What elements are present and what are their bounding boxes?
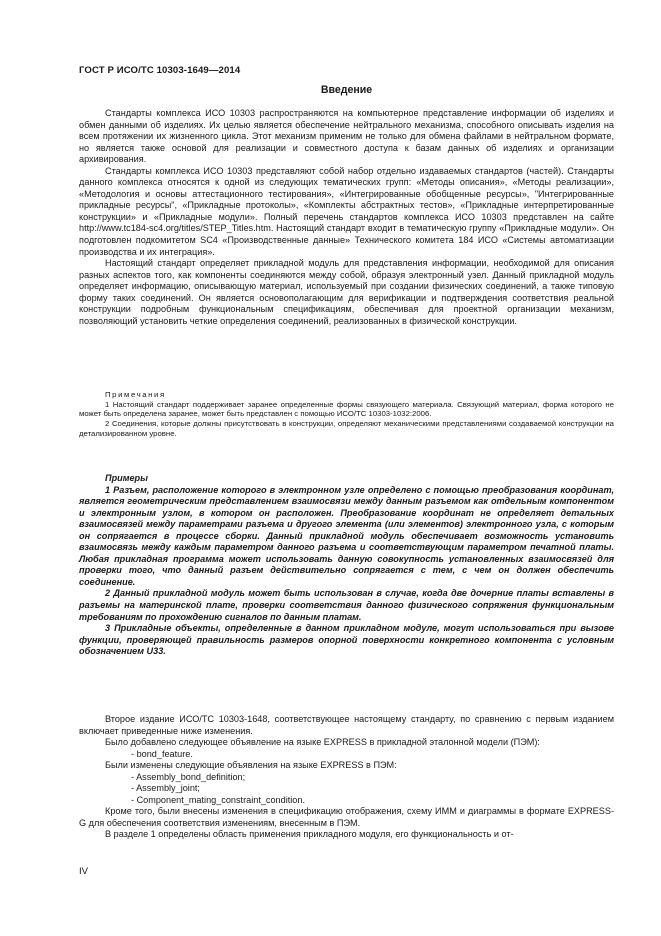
notes-section xyxy=(79,390,614,439)
intro-section xyxy=(79,108,614,327)
intro-paragraph: Стандарты комплекса ИСО 10303 представляют собой набор отдельно издаваемых стандартов (частей). Стандарты данного комплекса относятся к одной из следующих тематических групп: «Методы описания», «Методы реализации», «Методология и основы аттестационного тестирования», «Интегрированные обобщенные ресурсы», "Интегрированные прикладные ресурсы", «Прикладные протоколы», «Комплекты абстрактных тестов», «Прикладные интерпретированные конструкции» и «Прикладные модули». Полный перечень стандартов комплекса ИСО 10303 представлен на сайте http://www.tc184-sc4.org/titles/STEP_Titles.htm. Настоящий стандарт входит в тематическую группу «Прикладные модули». Он подготовлен подкомитетом SC4 «Производственные данные» Технического комитета 184 ИСО «Системы автоматизации производства и их интеграция». xyxy=(79,165,614,257)
changes-paragraph: Кроме того, были внесены изменения в спецификацию отображения, схему ИММ и диаграммы в формате EXPRESS-G для обеспечения соответствия изменениям, внесенным в ПЭМ. xyxy=(79,806,614,828)
modified-heading: Были изменены следующие объявления на языке EXPRESS в ПЭМ: xyxy=(105,760,397,771)
changes-intro: Второе издание ИСО/ТС 10303-1648, соответствующее настоящему стандарту, по сравнению с первым изданием включает приведенные ниже изменения. xyxy=(79,714,614,736)
note-item: 2 Соединения, которые должны присутствовать в конструкции, определяют механическими представлениями создаваемой конструкции на детализированном уровне. xyxy=(79,419,614,438)
modified-item: - Component_mating_constraint_condition. xyxy=(131,794,305,805)
intro-paragraph: Стандарты комплекса ИСО 10303 распространяются на компьютерное представление информации об изделиях и обмен данными об изделиях. Их целью является обеспечение нейтрального механизма, способного описывать изделия на всем протяжении их жизненного цикла. Этот механизм применим не только для обмена файлами в нейтральном формате, но является также основой для реализации и совместного доступа к базам данных об изделиях и организации архивирования. xyxy=(79,108,614,165)
examples-section xyxy=(79,473,614,658)
modified-item: - Assembly_bond_definition; xyxy=(131,771,246,782)
section-title: Введение xyxy=(320,84,373,96)
page-number: IV xyxy=(79,866,89,877)
example-item: 3 Прикладные объекты, определенные в данном прикладном модуле, могут использоваться при вызове функции, проверяющей правильность размеров опорной поверхности конкретного компонента с условным обозначением U33. xyxy=(79,623,614,657)
changes-section xyxy=(79,714,614,841)
document-code: ГОСТ Р ИСО/ТС 10303-1649—2014 xyxy=(79,65,241,76)
example-item: 1 Разъем, расположение которого в электронном узле определено с помощью преобразования координат, является геометрическим представлением взаимосвязи между данным разъемом как отдельным компонентом и электронным узлом, в котором он расположен. Преобразование координат не определяет детальных взаимосвязей между параметрами разъема и другого элемента (или элементов) электронного узла, с которым он сопрягается в процессе сборки. Данный прикладной модуль обеспечивает возможность установить взаимосвязь между каждым параметром данного разъема и соответствующим параметром печатной платы. Любая прикладная программа может использовать данную совокупность установленных взаимосвязей для проверки того, что данный разъем действительно сопрягается с тем, с чем он должен обеспечить соединение. xyxy=(79,484,614,587)
note-item: 1 Настоящий стандарт поддерживает заранее определенные формы связующего материала. Связующий материал, форма которого не может быть определена заранее, может быть представлен с помощью ИСО/ТС 10303-1032:2006. xyxy=(79,399,614,419)
added-item: - bond_feature. xyxy=(131,748,193,759)
intro-paragraph: Настоящий стандарт определяет прикладной модуль для представления информации, необходимой для описания разных аспектов того, как компоненты соединяются между собой, образуя электронный узел. Данный прикладной модуль определяет информацию, описывающую материал, используемый при создании физических соединений, а также типовую форму таких соединений. Он является основополагающим для верификации и подтверждения соответствия реальной конструкции подробным функциональным спецификациям, обеспечивая для проектной организации механизм, позволяющий установить четкие определения соединений, реализованных в физической конструкции. xyxy=(79,258,614,326)
changes-paragraph: В разделе 1 определены область применения прикладного модуля, его функциональность и от- xyxy=(105,829,514,840)
notes-heading: Примечания xyxy=(105,390,166,399)
examples-heading: Примеры xyxy=(105,473,148,483)
added-heading: Было добавлено следующее объявление на языке EXPRESS в прикладной эталонной модели (ПЭМ): xyxy=(105,737,540,748)
modified-item: - Assembly_joint; xyxy=(131,783,200,794)
example-item: 2 Данный прикладной модуль может быть использован в случае, когда две дочерние платы вставлены в разъемы на материнской плате, проверки соответствия данного физического сопряжения функциональным требованиям по прохождению сигналов по данным платам. xyxy=(79,588,614,622)
